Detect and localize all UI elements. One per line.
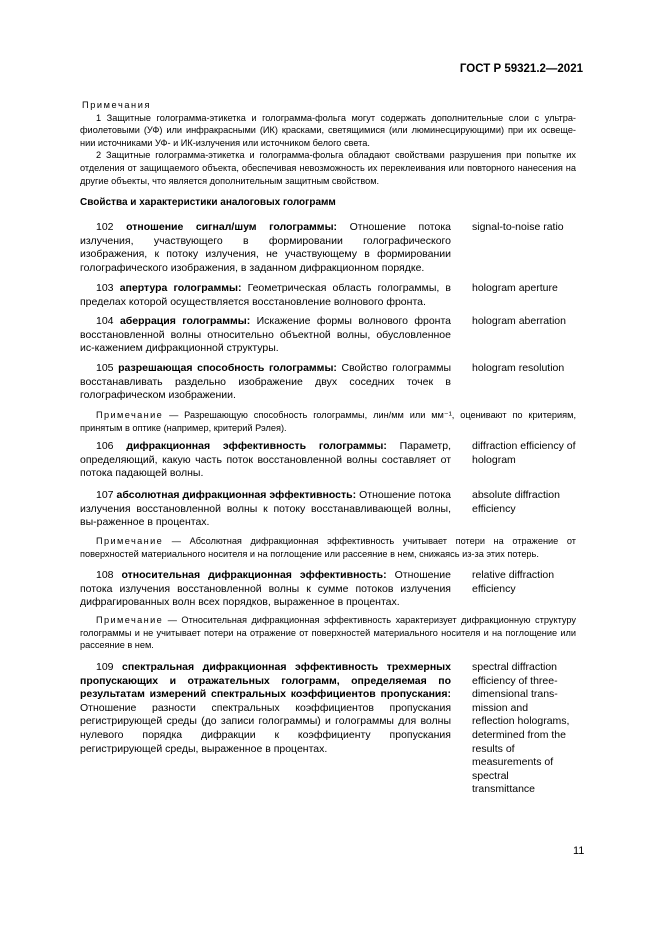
term-note-label: Примечание: [96, 410, 164, 420]
term-note-label: Примечание: [96, 615, 164, 625]
term-english: hologram aperture: [472, 282, 558, 294]
term-text: Искажение формы волнового фронта восстановленной волны относительно объектной волны, обусловленное ис-кажением дифракционной структуры.: [80, 315, 452, 355]
term-english: spectral diffraction efficiency of three-dimensional trans-mission and reflection holograms, determined from the results of measurements of spectral transmittance: [472, 661, 570, 796]
term-text: Отношение разности спектральных коэффициентов пропускания регистрирующей среды (до записи голограммы) и голограммы для волны нулевого порядка дифракции к коэффициенту пропускания регистрирующей среды, выраженное в процентах.: [80, 701, 451, 755]
term-text: Отношение потока излучения, участвующего в формировании голографического изображения, к потоку излучения, не участвующему в формировании голографического изображения, в заданном дифракционном порядке.: [80, 221, 452, 274]
term-english: signal-to-noise ratio: [472, 221, 564, 233]
term-name: отношение сигнал/шум голограммы:: [126, 221, 338, 233]
notes-block: [80, 99, 576, 187]
term-definition: [80, 569, 451, 610]
term-english: diffraction efficiency of hologram: [472, 440, 576, 466]
term-note-text: — Относительная дифракционная эффективность характеризует дифракционную структуру голограммы и не учитывает потери на отражение от поверхностей материального носителя и на поглощение или рассеяние в нем.: [80, 615, 576, 651]
term-text: Отношение потока излучения восстановленной волны к потоку восстанавливающей волны, вы-раженное в процентах.: [80, 489, 451, 529]
term-entry-105: [80, 362, 576, 403]
term-text: Геометрическая область голограммы, в пределах которой осуществляется восстановление волнового фронта.: [80, 282, 452, 308]
note-item: 1 Защитные голограмма-этикетка и голограмма-фольга могут содержать дополнительные слои с ультра-фиолетовыми (УФ) или инфракрасными (ИК) красками, светящимися (или люминесцирующими) при их освеще-нии источниками УФ- и ИК-излучения или источником белого света.: [80, 112, 576, 148]
standard-id: ГОСТ Р 59321.2—2021: [459, 63, 583, 75]
term-entry-107: [80, 489, 576, 530]
term-number: 104: [96, 315, 114, 327]
term-text: Свойство голограммы восстанавливать раздельно изображение двух соседних точек в голографическом изображении.: [80, 362, 452, 402]
term-definition: [80, 661, 451, 797]
term-number: 102: [96, 221, 114, 233]
term-note-text: — Разрешающую способность голограммы, лин/мм или мм⁻¹, оценивают по критериям, принятым в оптике (например, критерий Рэлея).: [80, 410, 576, 433]
term-name: относительная дифракционная эффективность:: [121, 569, 387, 581]
term-entry-109: [80, 661, 576, 797]
term-definition: [80, 440, 451, 481]
term-note: [80, 409, 576, 434]
page-number: 11: [573, 845, 585, 857]
term-name: разрешающая способность голограммы:: [118, 362, 337, 374]
term-number: 105: [96, 362, 114, 374]
term-text: Отношение потока излучения восстановленной волны к сумме потоков излучения дифрагированных волн всех порядков, выраженное в процентах.: [80, 569, 451, 609]
term-name: дифракционная эффективность голограммы:: [126, 440, 387, 452]
term-definition: [80, 362, 451, 403]
term-entry-102: [80, 221, 576, 275]
term-name: спектральная дифракционная эффективность трехмерных пропускающих и отражательных голограмм, определяемая по результатам измерений спектральных коэффициентов пропускания:: [80, 661, 451, 701]
term-definition: [80, 489, 451, 530]
term-name: абсолютная дифракционная эффективность:: [116, 489, 357, 501]
section-title: Свойства и характеристики аналоговых голограмм: [80, 197, 336, 208]
term-entry-106: [80, 440, 576, 481]
term-note: [80, 535, 576, 560]
term-english: hologram aberration: [472, 315, 566, 327]
term-note: [80, 614, 576, 652]
term-number: 106: [96, 440, 114, 452]
term-note-label: Примечание: [96, 536, 164, 546]
term-entry-104: [80, 315, 576, 356]
term-number: 108: [96, 569, 114, 581]
term-note-text: — Абсолютная дифракционная эффективность учитывает потери на отражение от поверхностей материального носителя и на поглощение или рассеяние в нем, снижаясь из-за этих потерь.: [80, 536, 576, 559]
term-name: аберрация голограммы:: [119, 315, 251, 327]
term-definition: [80, 315, 451, 356]
term-definition: [80, 221, 451, 275]
term-entry-108: [80, 569, 576, 610]
term-text: Параметр, определяющий, какую часть поток восстановленной волны составляет от потока падающей волны.: [80, 440, 451, 480]
term-number: 107: [96, 489, 114, 501]
term-definition: [80, 282, 451, 309]
notes-heading: Примечания: [82, 100, 152, 110]
term-number: 109: [96, 661, 114, 673]
term-english: relative diffraction efficiency: [472, 569, 555, 595]
term-number: 103: [96, 282, 114, 294]
term-name: апертура голограммы:: [119, 282, 242, 294]
term-entry-103: [80, 282, 576, 309]
term-english: hologram resolution: [472, 362, 565, 374]
note-item: 2 Защитные голограмма-этикетка и голограмма-фольга обладают свойствами разрушения при попытке их отделения от защищаемого объекта, обеспечивая невозможность их переклеивания или повторного нанесения на другие объекты, что является дополнительным защитным свойством.: [80, 150, 576, 186]
term-english: absolute diffraction efficiency: [472, 489, 560, 515]
